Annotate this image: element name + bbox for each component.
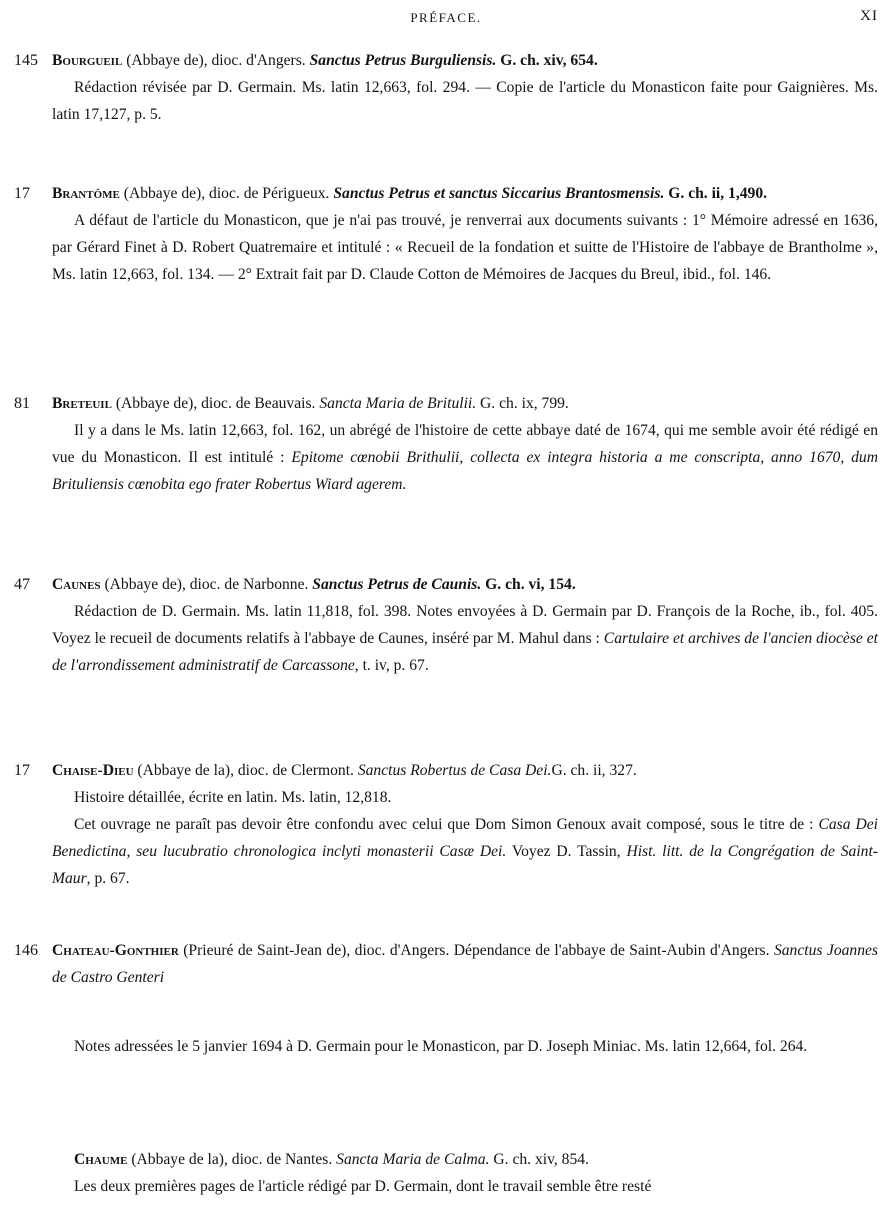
entry-body: Les deux premières pages de l'article rédigé par D. Germain, dont le travail semble être resté (74, 1178, 652, 1195)
gallia-ref: G. ch. ii, 327. (551, 762, 637, 779)
gallia-ref: G. ch. xiv, 654. (496, 52, 598, 69)
entry-heading: Brantôme (52, 185, 120, 202)
entry-heading: Chaume (74, 1151, 128, 1168)
entry-heading: Bourgueil (52, 52, 123, 69)
entry-text: Chateau-Gonthier (Prieuré de Saint-Jean de), dioc. d'Angers. Dépendance de l'abbaye de Saint-Aubin d'Angers. Sanctus Joannes de Castro Genteri Notes adressées le 5 janvier 1694 à D. Germain pour le Monasticon, par D. Joseph Miniac. Ms. latin 12,664, fol. 264. (52, 937, 878, 1060)
entry-body: Notes adressées le 5 janvier 1694 à D. Germain pour le Monasticon, par D. Joseph Miniac. Ms. latin 12,664, fol. 264. (74, 1038, 808, 1055)
entry-heading: Chateau-Gonthier (52, 942, 179, 959)
entry-heading: Breteuil (52, 395, 112, 412)
page-number: XI (860, 8, 878, 24)
entry-text: Brantôme (Abbaye de), dioc. de Périgueux. Sanctus Petrus et sanctus Siccarius Brantosmensis. G. ch. ii, 1,490. A défaut de l'article du Monasticon, que je n'ai pas trouvé, je renverrai aux documents suivants : 1° Mémoire adressé en 1636, par Gérard Finet à D. Robert Quatremaire et intitulé : « Recueil de la fondation et suitte de l'Histoire de l'abbaye de Brantholme », Ms. latin 12,663, fol. 134. — 2° Extrait fait par D. Claude Cotton de Mémoires de Jacques du Breul, ibid., fol. 146. (52, 180, 878, 288)
entry-number: 47 (14, 576, 30, 593)
entry-text: Chaise-Dieu (Abbaye de la), dioc. de Clermont. Sanctus Robertus de Casa Dei.G. ch. ii, 327. Histoire détaillée, écrite en latin. Ms. latin, 12,818. Cet ouvrage ne paraît pas devoir être confondu avec celui que Dom Simon Genoux avait composé, sous le titre de : Casa Dei Benedictina, seu lucubratio chronologica inclyti monasterii Casæ Dei. Voyez D. Tassin, Hist. litt. de la Congrégation de Saint-Maur, p. 67. (52, 757, 878, 892)
entry-text: Breteuil (Abbaye de), dioc. de Beauvais. Sancta Maria de Britulii. G. ch. ix, 799. Il y a dans le Ms. latin 12,663, fol. 162, un abrégé de l'histoire de cette abbaye daté de 1674, qui me semble avoir été rédigé en vue du Monasticon. Il est intitulé : Epitome cœnobii Brithulii, collecta ex integra historia a me conscripta, anno 1670, dum Brituliensis cœnobita ego frater Robertus Wiard agerem. (52, 390, 878, 498)
running-title: PRÉFACE. (410, 10, 482, 25)
latin-name: Sanctus Petrus de Caunis. (312, 576, 482, 593)
entry-body: Cet ouvrage ne paraît pas devoir être confondu avec celui que Dom Simon Genoux avait composé, sous le titre de : Casa Dei Benedictina, seu lucubratio chronologica inclyti monasterii Casæ Dei. Voyez D. Tassin, Hist. litt. de la Congrégation de Saint-Maur, p. 67. (52, 816, 879, 887)
entry-number: 145 (14, 52, 38, 69)
entry-text: Chaume (Abbaye de la), dioc. de Nantes. Sancta Maria de Calma. G. ch. xiv, 854. Les deux premières pages de l'article rédigé par D. Germain, dont le travail semble être resté (74, 1146, 878, 1200)
entry-text: Bourgueil (Abbaye de), dioc. d'Angers. Sanctus Petrus Burguliensis. G. ch. xiv, 654. Rédaction révisée par D. Germain. Ms. latin 12,663, fol. 294. — Copie de l'article du Monasticon faite pour Gaignières. Ms. latin 17,127, p. 5. (52, 47, 878, 128)
latin-name: Sanctus Robertus de Casa Dei. (357, 762, 552, 779)
entry-number: 17 (14, 762, 30, 779)
gallia-ref: G. ch. xiv, 854. (489, 1151, 589, 1168)
gallia-ref: G. ch. vi, 154. (481, 576, 576, 593)
latin-title: Casa Dei Benedictina, seu lucubratio chronologica inclyti monasterii Casæ Dei. (52, 816, 879, 860)
latin-name: Sanctus Joannes de Castro Genteri (52, 942, 878, 986)
book-title: Hist. litt. de la Congrégation de Saint-Maur (52, 843, 878, 887)
entry-text: Caunes (Abbaye de), dioc. de Narbonne. Sanctus Petrus de Caunis. G. ch. vi, 154. Rédaction de D. Germain. Ms. latin 11,818, fol. 398. Notes envoyées à D. Germain par D. François de la Roche, ib., fol. 405. Voyez le recueil de documents relatifs à l'abbaye de Caunes, inséré par M. Mahul dans : Cartulaire et archives de l'ancien diocèse et de l'arrondissement administratif de Carcassone, t. iv, p. 67. (52, 571, 878, 679)
entry-body: Il y a dans le Ms. latin 12,663, fol. 162, un abrégé de l'histoire de cette abbaye daté de 1674, qui me semble avoir été rédigé en vue du Monasticon. Il est intitulé : Epitome cœnobii Brithulii, collecta ex integra historia a me conscripta, anno 1670, dum Brituliensis cœnobita ego frater Robertus Wiard agerem. (52, 422, 878, 493)
latin-name: Sancta Maria de Calma. (336, 1151, 490, 1168)
page-header (0, 6, 892, 28)
entry-heading: Chaise-Dieu (52, 762, 134, 779)
entry-body: Rédaction de D. Germain. Ms. latin 11,818, fol. 398. Notes envoyées à D. Germain par D. François de la Roche, ib., fol. 405. Voyez le recueil de documents relatifs à l'abbaye de Caunes, inséré par M. Mahul dans : Cartulaire et archives de l'ancien diocèse et de l'arrondissement administratif de Carcassone, t. iv, p. 67. (52, 603, 878, 674)
entry-heading: Caunes (52, 576, 101, 593)
entry-body: A défaut de l'article du Monasticon, que je n'ai pas trouvé, je renverrai aux documents suivants : 1° Mémoire adressé en 1636, par Gérard Finet à D. Robert Quatremaire et intitulé : « Recueil de la fondation et suitte de l'Histoire de l'abbaye de Brantholme », Ms. latin 12,663, fol. 134. — 2° Extrait fait par D. Claude Cotton de Mémoires de Jacques du Breul, ibid., fol. 146. (52, 212, 878, 283)
entry-number: 146 (14, 942, 38, 959)
latin-name: Sanctus Petrus Burguliensis. (309, 52, 497, 69)
entry-body: Histoire détaillée, écrite en latin. Ms. latin, 12,818. (74, 789, 392, 806)
gallia-ref: G. ch. ix, 799. (476, 395, 569, 412)
entry-number: 17 (14, 185, 30, 202)
latin-name: Sanctus Petrus et sanctus Siccarius Brantosmensis. (333, 185, 665, 202)
gallia-ref: G. ch. ii, 1,490. (664, 185, 768, 202)
latin-title: Cartulaire et archives de l'ancien diocèse et de l'arrondissement administratif de Carcassone (52, 630, 878, 674)
entry-body: Rédaction révisée par D. Germain. Ms. latin 12,663, fol. 294. — Copie de l'article du Monasticon faite pour Gaignières. Ms. latin 17,127, p. 5. (52, 79, 878, 123)
entry-number: 81 (14, 395, 30, 412)
latin-title: Epitome cœnobii Brithulii, collecta ex integra historia a me conscripta, anno 1670, dum Brituliensis cœnobita ego frater Robertus Wiard agerem. (52, 449, 878, 493)
latin-name: Sancta Maria de Britulii. (319, 395, 477, 412)
